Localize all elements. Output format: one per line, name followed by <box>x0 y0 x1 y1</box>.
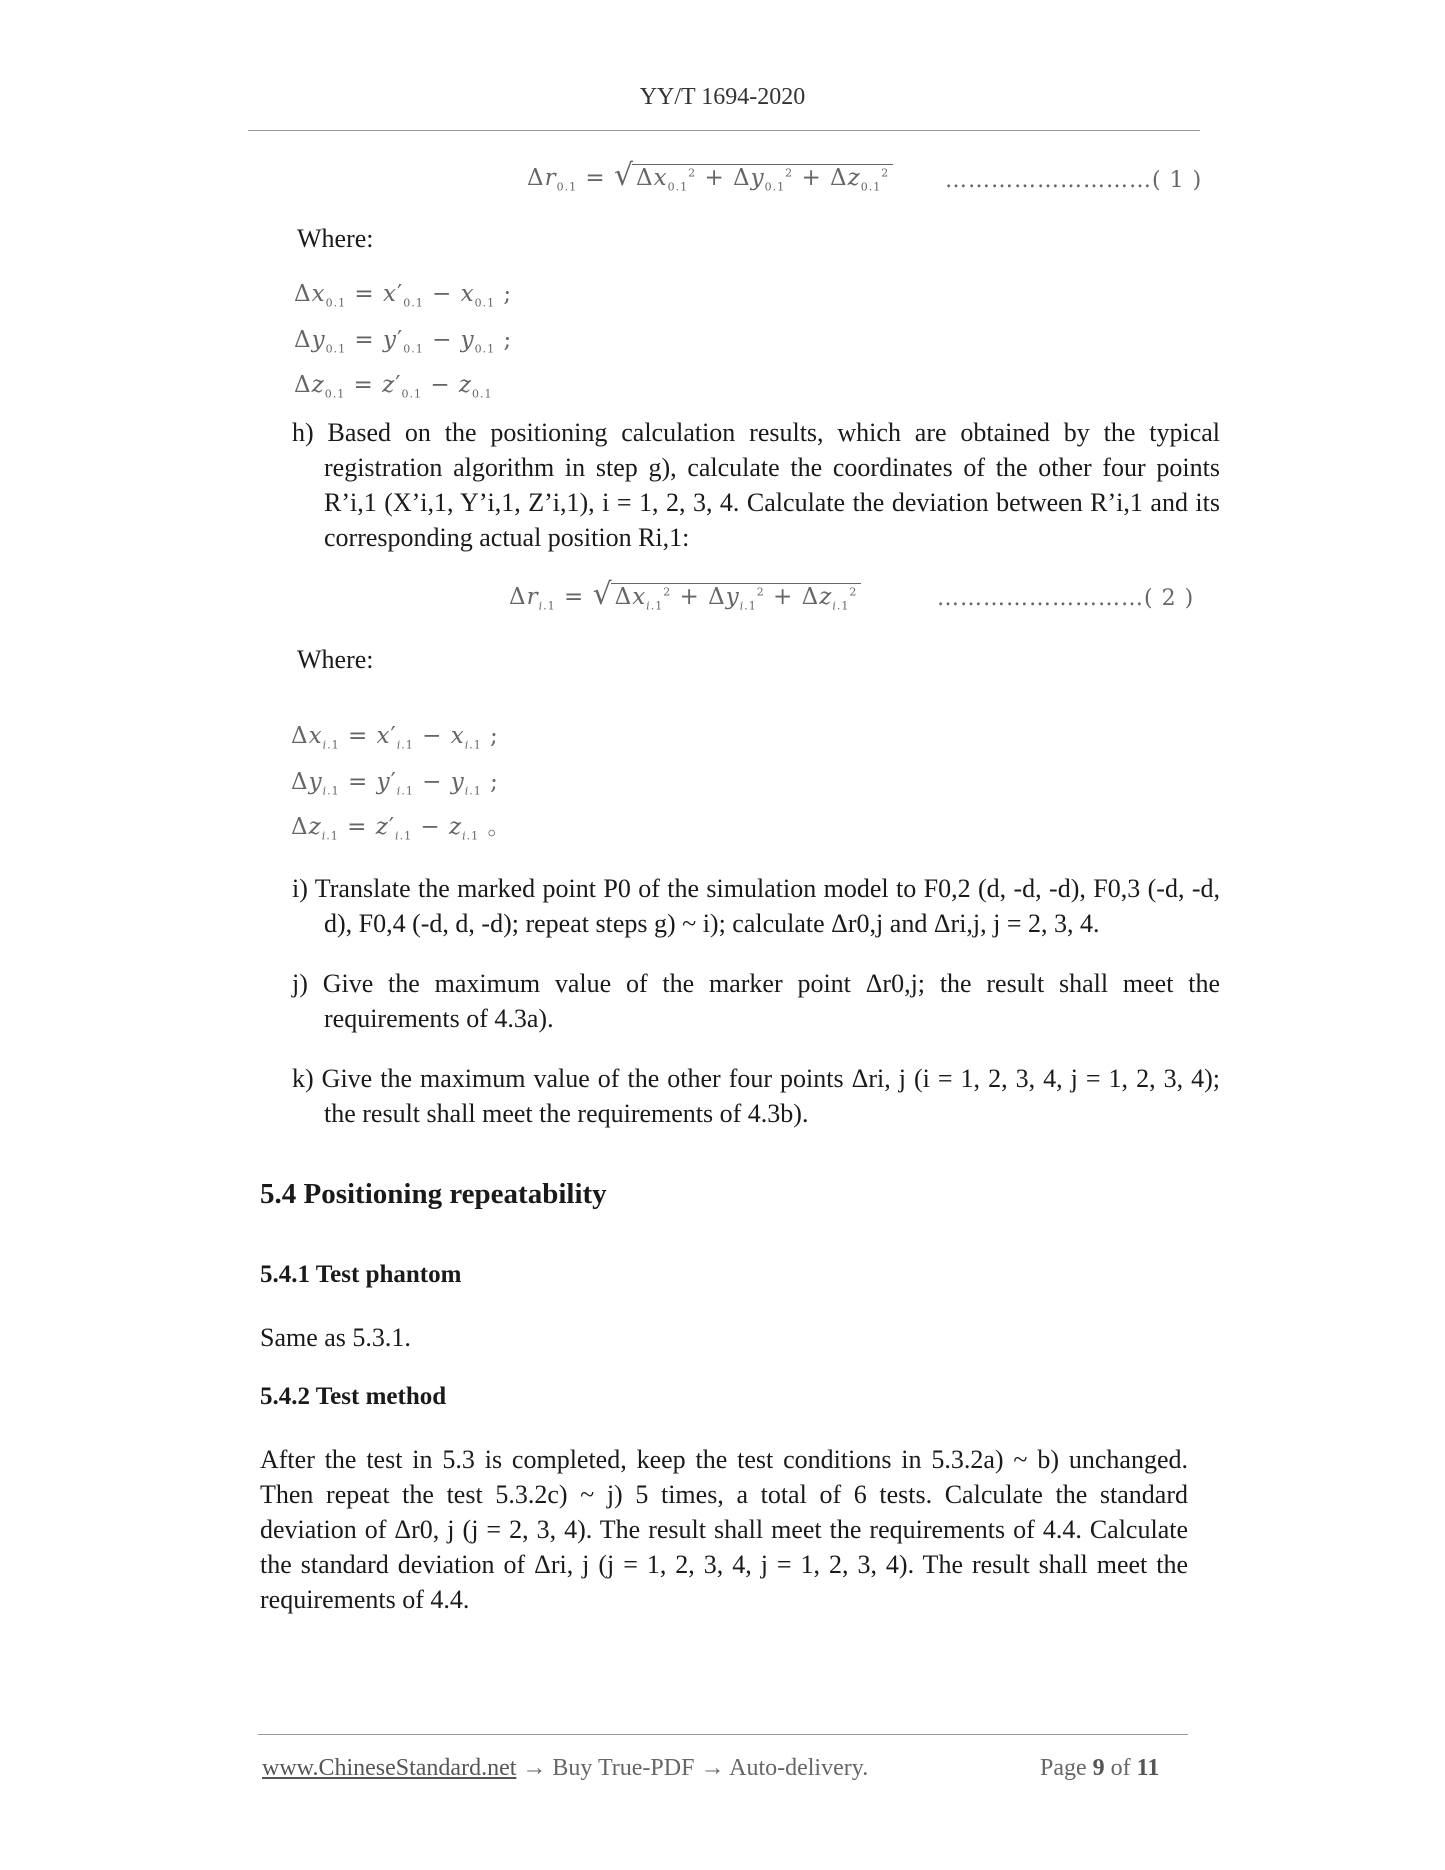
equation-1-number <box>945 168 1202 193</box>
equation-1: $\Delta r_{0.1}$ = √ $\Delta x_{0.1}^2 + \Delta y_{0.1}^2 + \Delta z_{0.1}^2$ <box>527 164 893 194</box>
footer-divider <box>258 1734 1188 1735</box>
equation-2-leaders: ……………………… <box>937 586 1144 611</box>
equation-1-leaders: ……………………… <box>945 168 1152 193</box>
page-total: 11 <box>1136 1755 1160 1781</box>
purchase-links[interactable]: → Buy True-PDF → Auto-delivery. <box>522 1755 869 1781</box>
step-k: k) Give the maximum value of the other four points Δri, j (i = 1, 2, 3, 4, j = 1, 2, 3, 4); the result shall meet the requirements of 4.3b). <box>292 1064 1220 1128</box>
where-label-2: Where: <box>297 645 374 674</box>
equation-2: $\Delta r_{i.1}$ = √ $\Delta x_{i.1}^2 + \Delta y_{i.1}^2 + \Delta z_{i.1}^2$ <box>509 583 861 613</box>
footer-links <box>262 1755 868 1782</box>
equation-1-label: ( 1 ) <box>1152 168 1203 193</box>
page-label: Page <box>1040 1755 1087 1781</box>
of-label: of <box>1110 1755 1131 1781</box>
definitions-2: $\Delta x_{i.1} = x'_{i.1} - x_{i.1}$ ; $\Delta y_{i.1} = y'_{i.1} - y_{i.1}$ ; $\Delta z_{i.1} = z'_{i.1} - z_{i.1}$ 。 <box>291 723 512 843</box>
page-indicator <box>1040 1755 1159 1782</box>
section-heading: 5.4 Positioning repeatability <box>260 1178 607 1210</box>
step-h: h) Based on the positioning calculation results, which are obtained by the typical registration algorithm in step g), calculate the coordinates of the other four points R’i,1 (X’i,1, Y’i,1, Z’i,1), i = 1, 2, 3, 4. Calculate the deviation between R’i,1 and its corresponding actual position Ri,1: <box>292 418 1220 552</box>
subsection-heading-test-phantom: 5.4.1 Test phantom <box>260 1261 462 1288</box>
equation-2-number <box>937 586 1194 611</box>
step-j: j) Give the maximum value of the marker point Δr0,j; the result shall meet the requirements of 4.3a). <box>292 969 1220 1033</box>
step-i: i) Translate the marked point P0 of the simulation model to F0,2 (d, -d, -d), F0,3 (-d, -d, d), F0,4 (-d, d, -d); repeat steps g) ~ i); calculate Δr0,j and Δri,j, j = 2, 3, 4. <box>292 874 1220 938</box>
header-divider <box>248 130 1200 131</box>
site-link[interactable]: www.ChineseStandard.net <box>262 1755 517 1781</box>
definitions-1: $\Delta x_{0.1} = x'_{0.1} - x_{0.1}$ ; $\Delta y_{0.1} = y'_{0.1} - y_{0.1}$ ; $\Delta z_{0.1} = z'_{0.1} - z_{0.1}$ <box>294 281 513 401</box>
subsection-heading-test-method: 5.4.2 Test method <box>260 1383 447 1410</box>
test-method-text: After the test in 5.3 is completed, keep the test conditions in 5.3.2a) ~ b) unchanged. Then repeat the test 5.3.2c) ~ j) 5 times, a total of 6 tests. Calculate the standard deviation of Δr0, j (j = 2, 3, 4). The result shall meet the requirements of 4.4. Calculate the standard deviation of Δri, j (j = 1, 2, 3, 4, j = 1, 2, 3, 4). The result shall meet the requirements of 4.4. <box>260 1445 1188 1614</box>
standard-code-header: YY/T 1694-2020 <box>639 84 806 110</box>
where-label-1: Where: <box>297 224 374 253</box>
equation-2-label: ( 2 ) <box>1144 586 1195 611</box>
test-phantom-text: Same as 5.3.1. <box>260 1323 411 1352</box>
page-current: 9 <box>1092 1755 1105 1781</box>
